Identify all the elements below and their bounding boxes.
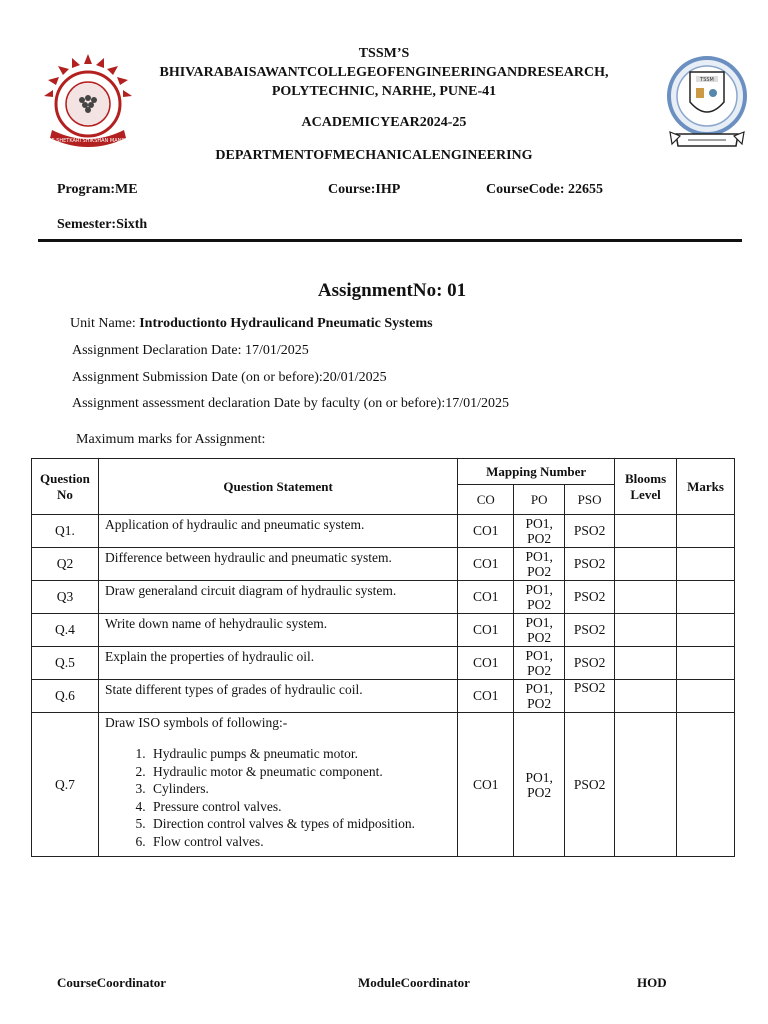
question-number: Q.6 (32, 680, 99, 713)
co-cell: CO1 (458, 680, 514, 713)
po-cell (514, 647, 565, 680)
question-statement: Application of hydraulic and pneumatic system. (98, 515, 457, 548)
po-line-2: PO2 (527, 663, 552, 678)
header-tssm: TSSM’S (358, 46, 410, 61)
co-cell: CO1 (458, 614, 514, 647)
co-cell: CO1 (458, 581, 514, 614)
po-line-1: PO1, (525, 582, 553, 597)
question-statement (98, 713, 457, 857)
blooms-cell (615, 680, 677, 713)
header-divider (38, 239, 742, 242)
question-statement: State different types of grades of hydraulic coil. (98, 680, 457, 713)
hod-signature: HOD (637, 975, 667, 990)
college-logo-right (666, 50, 748, 154)
header-blooms-level: Blooms Level (615, 459, 677, 515)
po-cell (514, 548, 565, 581)
logo-right-text: TSSM (700, 77, 714, 83)
max-marks-label: Maximum marks for Assignment: (76, 432, 266, 447)
table-row (32, 614, 735, 647)
blooms-cell (615, 713, 677, 857)
pso-cell: PSO2 (565, 713, 615, 857)
header-co: CO (458, 485, 514, 515)
po-cell (514, 581, 565, 614)
question-number: Q.5 (32, 647, 99, 680)
marks-cell (677, 548, 735, 581)
co-cell: CO1 (458, 548, 514, 581)
table-row (32, 713, 735, 857)
po-cell (514, 515, 565, 548)
course-label: Course:IHP (328, 182, 401, 197)
header-college-name: BHIVARABAISAWANTCOLLEGEOFENGINEERINGANDRESEARCH, (159, 65, 609, 80)
submission-date: Assignment Submission Date (on or before):20/01/2025 (72, 370, 387, 385)
po-line-2: PO2 (527, 597, 552, 612)
question-number: Q.4 (32, 614, 99, 647)
table-row (32, 581, 735, 614)
header-mapping-number: Mapping Number (458, 459, 615, 485)
assignment-title: AssignmentNo: 01 (317, 280, 467, 301)
list-item: 2. Hydraulic motor & pneumatic component. (149, 763, 457, 781)
co-cell: CO1 (458, 713, 514, 857)
header-question-no: Question No (32, 459, 99, 515)
marks-cell (677, 614, 735, 647)
list-item: 3. Cylinders. (149, 780, 457, 798)
blooms-cell (615, 581, 677, 614)
question-number: Q1. (32, 515, 99, 548)
co-cell: CO1 (458, 515, 514, 548)
po-line-2: PO2 (527, 696, 552, 711)
po-cell (514, 614, 565, 647)
question-statement: Difference between hydraulic and pneumatic system. (98, 548, 457, 581)
college-logo-left (42, 52, 134, 152)
pso-cell: PSO2 (565, 614, 615, 647)
pso-cell: PSO2 (565, 581, 615, 614)
table-row (32, 548, 735, 581)
table-row (32, 515, 735, 548)
table-row (32, 680, 735, 713)
po-line-1: PO1, (525, 681, 553, 696)
header-location: POLYTECHNIC, NARHE, PUNE-41 (271, 84, 497, 99)
marks-cell (677, 581, 735, 614)
po-line-1: PO1, (525, 516, 553, 531)
program-label: Program:ME (57, 182, 138, 197)
question-statement: Draw generaland circuit diagram of hydraulic system. (98, 581, 457, 614)
po-line-2: PO2 (527, 784, 552, 800)
pso-cell: PSO2 (565, 680, 615, 713)
po-line-2: PO2 (527, 531, 552, 546)
header-po: PO (514, 485, 565, 515)
po-line-1: PO1, (525, 615, 553, 630)
list-item: 5. Direction control valves & types of midposition. (149, 815, 457, 833)
unit-name-line (70, 316, 433, 332)
course-coordinator-signature: CourseCoordinator (57, 975, 167, 990)
semester-label: Semester:Sixth (57, 217, 148, 232)
po-line-1: PO1, (525, 769, 553, 785)
pso-cell: PSO2 (565, 548, 615, 581)
assignment-table (31, 458, 735, 857)
unit-name-label: Unit Name: (70, 316, 140, 331)
module-coordinator-signature: ModuleCoordinator (358, 975, 470, 990)
header-academic-year: ACADEMICYEAR2024-25 (301, 115, 467, 130)
marks-cell (677, 713, 735, 857)
marks-cell (677, 647, 735, 680)
unit-name-value: Introductionto Hydraulicand Pneumatic Systems (139, 316, 433, 331)
blooms-cell (615, 647, 677, 680)
header-department: DEPARTMENTOFMECHANICALENGINEERING (215, 148, 533, 163)
question-number: Q.7 (32, 713, 99, 857)
po-cell (514, 680, 565, 713)
assessment-date: Assignment assessment declaration Date by faculty (on or before):17/01/2025 (72, 396, 509, 411)
blooms-cell (615, 614, 677, 647)
list-item: 4. Pressure control valves. (149, 798, 457, 816)
marks-cell (677, 680, 735, 713)
question-statement: Write down name of hehydraulic system. (98, 614, 457, 647)
co-cell: CO1 (458, 647, 514, 680)
course-code-label: CourseCode: 22655 (486, 182, 604, 197)
question-number: Q2 (32, 548, 99, 581)
po-line-2: PO2 (527, 630, 552, 645)
table-row (32, 647, 735, 680)
po-cell (514, 713, 565, 857)
declaration-date: Assignment Declaration Date: 17/01/2025 (72, 343, 309, 358)
po-line-1: PO1, (525, 549, 553, 564)
question-number: Q3 (32, 581, 99, 614)
po-line-1: PO1, (525, 648, 553, 663)
list-item: 6. Flow control valves. (149, 833, 457, 851)
question-statement: Explain the properties of hydraulic oil. (98, 647, 457, 680)
blooms-cell (615, 515, 677, 548)
header-marks: Marks (677, 459, 735, 515)
po-line-2: PO2 (527, 564, 552, 579)
logo-left-text: THE SHETKARI SHIKSHAN MANDAL (44, 138, 132, 144)
q7-intro: Draw ISO symbols of following:- (104, 715, 288, 730)
list-item: 1. Hydraulic pumps & pneumatic motor. (149, 745, 457, 763)
pso-cell: PSO2 (565, 647, 615, 680)
header-question-statement: Question Statement (98, 459, 457, 515)
q7-item-list (105, 745, 457, 850)
marks-cell (677, 515, 735, 548)
pso-cell: PSO2 (565, 515, 615, 548)
blooms-cell (615, 548, 677, 581)
header-pso: PSO (565, 485, 615, 515)
